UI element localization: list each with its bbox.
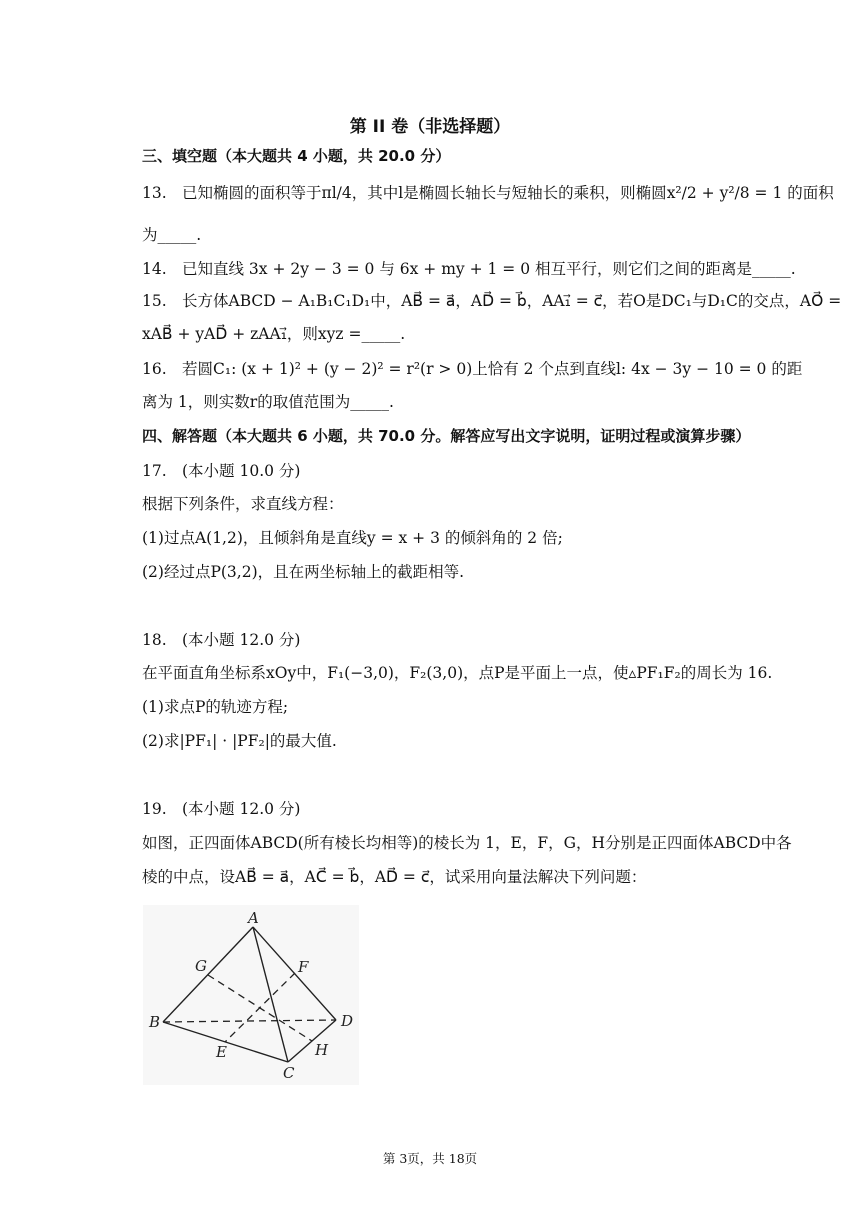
label-d: D: [341, 1012, 354, 1030]
question-number: 17.: [142, 462, 167, 480]
label-b: B: [149, 1013, 161, 1031]
section-solve: 四、解答题（本大题共 6 小题，共 70.0 分。解答应写出文字说明，证明过程或演算步骤）: [142, 427, 751, 445]
edge-ab: [163, 927, 253, 1022]
question-17-stem: 根据下列条件，求直线方程：: [142, 495, 344, 513]
label-e: E: [216, 1043, 227, 1061]
question-number: 18.: [142, 631, 167, 649]
question-number: 19.: [142, 800, 167, 818]
label-g: G: [195, 957, 207, 975]
question-19: [142, 798, 300, 820]
question-18: [142, 629, 300, 651]
question-19-text-cont: 棱的中点，设AB⃗ = a⃗，AC⃗ = b⃗，AD⃗ = c⃗，试采用向量法解决下列问题：: [142, 868, 647, 886]
question-score: (本小题 10.0 分): [182, 462, 301, 480]
question-text: 已知椭圆的面积等于πl/4，其中l是椭圆长轴长与短轴长的乘积，则椭圆x²/2 + y²/8 = 1 的面积: [182, 184, 834, 202]
question-14: [142, 258, 796, 280]
question-16-cont: 离为 1，则实数r的取值范围为_____.: [142, 393, 394, 411]
question-13-cont: 为_____.: [142, 226, 202, 244]
question-score: (本小题 12.0 分): [182, 631, 301, 649]
question-text: 已知直线 3x + 2y − 3 = 0 与 6x + my + 1 = 0 相互平行，则它们之间的距离是_____.: [182, 260, 796, 278]
question-15: [142, 290, 841, 312]
question-number: 16.: [142, 360, 167, 378]
question-17-part2: (2)经过点P(3,2)，且在两坐标轴上的截距相等.: [142, 563, 465, 581]
label-f: F: [298, 958, 309, 976]
question-text: 若圆C₁: (x + 1)² + (y − 2)² = r²(r > 0)上恰有 2 个点到直线l: 4x − 3y − 10 = 0 的距: [182, 360, 803, 378]
question-16: [142, 358, 802, 380]
question-15-cont: xAB⃗ + yAD⃗ + zAA₁⃗，则xyz =_____.: [142, 325, 406, 343]
label-c: C: [283, 1064, 295, 1082]
question-number: 15.: [142, 292, 167, 310]
label-h: H: [315, 1041, 329, 1059]
question-number: 13.: [142, 184, 167, 202]
question-score: (本小题 12.0 分): [182, 800, 301, 818]
question-18-stem: 在平面直角坐标系xOy中，F₁(−3,0)，F₂(3,0)，点P是平面上一点，使▵PF₁F₂的周长为 16.: [142, 664, 773, 682]
page-footer: 第 3页，共 18页: [382, 1151, 478, 1166]
question-17-part1: (1)过点A(1,2)，且倾斜角是直线y = x + 3 的倾斜角的 2 倍;: [142, 529, 563, 547]
question-13: [142, 182, 834, 204]
segment-ef: [225, 973, 295, 1042]
question-number: 14.: [142, 260, 167, 278]
page-title: 第 II 卷（非选择题）: [349, 117, 511, 137]
tetrahedron-diagram: [143, 905, 359, 1085]
label-a: A: [248, 909, 259, 927]
question-text: 长方体ABCD − A₁B₁C₁D₁中，AB⃗ = a⃗，AD⃗ = b⃗，AA₁⃗ = c⃗，若O是DC₁与D₁C的交点，AO⃗ =: [182, 292, 842, 310]
section-fill-in: 三、填空题（本大题共 4 小题，共 20.0 分）: [142, 147, 451, 165]
question-18-part1: (1)求点P的轨迹方程;: [142, 698, 289, 716]
edge-bd-hidden: [163, 1020, 336, 1022]
question-18-part2: (2)求|PF₁| · |PF₂|的最大值.: [142, 732, 337, 750]
question-17: [142, 460, 300, 482]
tetrahedron-figure: [143, 905, 359, 1085]
question-19-text: 如图，正四面体ABCD(所有棱长均相等)的棱长为 1，E，F，G，H分别是正四面体ABCD中各: [142, 834, 792, 852]
